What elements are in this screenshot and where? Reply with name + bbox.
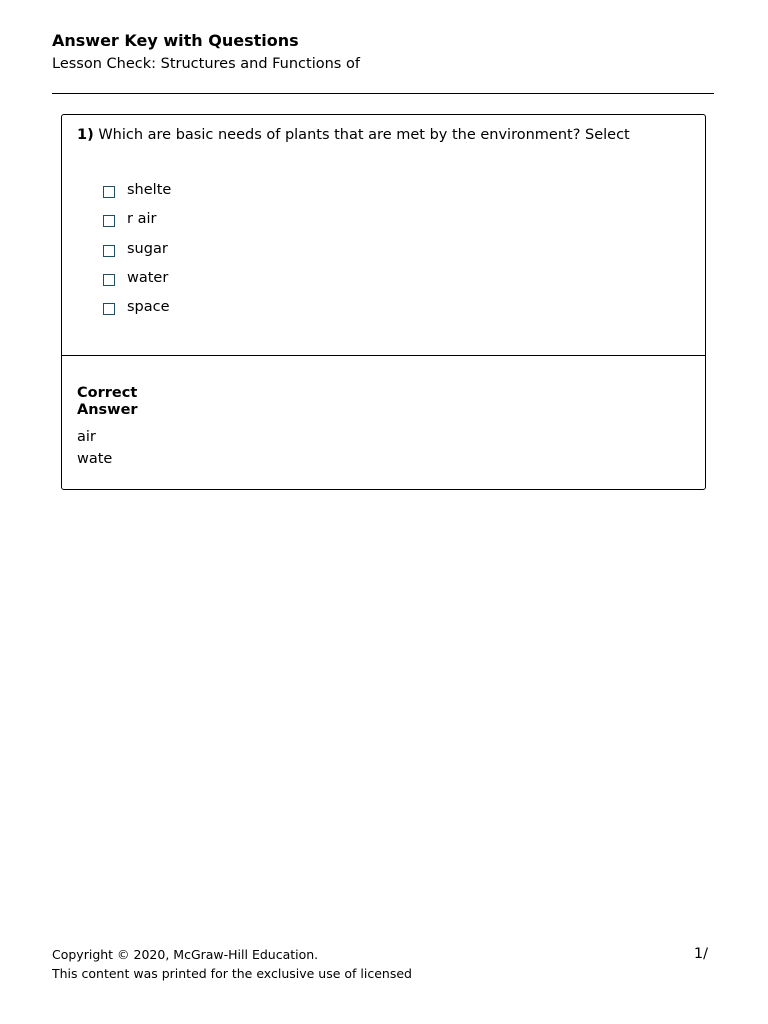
correct-answer-item: air (77, 429, 96, 445)
document-title: Answer Key with Questions (52, 31, 299, 50)
correct-answer-list (77, 426, 112, 470)
option-label: water (127, 269, 169, 286)
answer-option[interactable] (103, 298, 171, 327)
question-card (61, 114, 706, 490)
question-prompt (77, 127, 630, 143)
option-label: space (127, 299, 170, 316)
answer-option[interactable] (103, 269, 171, 298)
answer-divider (62, 355, 705, 356)
footer-copyright: Copyright © 2020, McGraw-Hill Education. (52, 947, 319, 962)
answer-option[interactable] (103, 181, 171, 210)
checkbox[interactable] (103, 215, 115, 227)
checkbox[interactable] (103, 186, 115, 198)
answer-option[interactable] (103, 240, 171, 269)
option-label: shelte (127, 182, 172, 198)
checkbox[interactable] (103, 303, 115, 315)
answer-option[interactable] (103, 210, 171, 239)
correct-answer-item: wate (77, 451, 113, 467)
answer-options-list (103, 181, 171, 327)
option-label: r air (127, 211, 157, 228)
checkbox[interactable] (103, 274, 115, 286)
question-text: Which are basic needs of plants that are met by the environment? Select (98, 127, 630, 143)
header-divider (52, 93, 714, 94)
page-number: 1/ (693, 946, 708, 962)
checkbox[interactable] (103, 245, 115, 257)
question-number: 1) (77, 127, 94, 143)
correct-answer-heading: Correct Answer (77, 385, 138, 418)
document-subtitle: Lesson Check: Structures and Functions of (52, 56, 360, 72)
footer-notice: This content was printed for the exclusive use of licensed (52, 966, 412, 981)
option-label: sugar (127, 240, 168, 257)
